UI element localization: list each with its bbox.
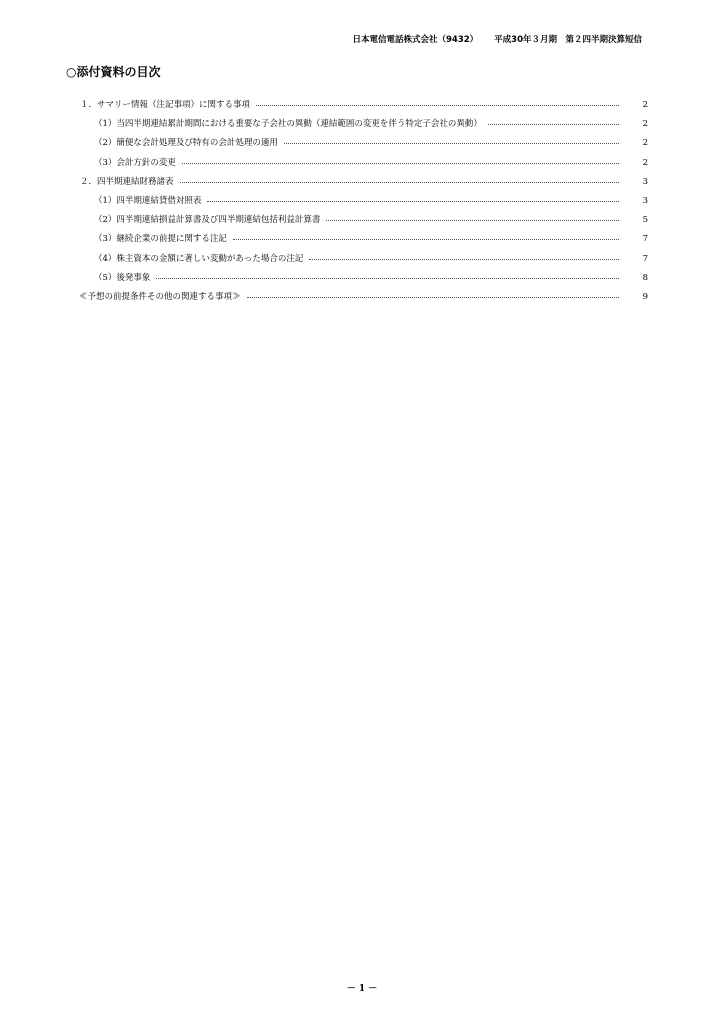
toc-entry-page: 2 bbox=[642, 138, 648, 149]
toc-entry-label: （2）四半期連結損益計算書及び四半期連結包括利益計算書 bbox=[94, 213, 324, 227]
toc-dot-leader bbox=[233, 239, 619, 240]
toc-entry[interactable] bbox=[0, 213, 724, 227]
header-period: 平成30年３月期 第２四半期決算短信 bbox=[494, 35, 642, 45]
toc-dot-leader bbox=[180, 182, 619, 183]
toc-entry-label: （3）会計方針の変更 bbox=[94, 156, 180, 170]
toc-dot-leader bbox=[284, 143, 619, 144]
toc-dot-leader bbox=[156, 278, 619, 279]
toc-dot-leader bbox=[207, 201, 619, 202]
toc-entry[interactable] bbox=[0, 156, 724, 170]
toc-entry[interactable] bbox=[0, 136, 724, 150]
toc-entry-page: 8 bbox=[642, 272, 648, 283]
toc-entry[interactable] bbox=[0, 290, 724, 304]
toc-entry[interactable] bbox=[0, 252, 724, 266]
header-company: 日本電信電話株式会社（9432） bbox=[352, 35, 479, 45]
toc-dot-leader bbox=[182, 163, 619, 164]
toc-dot-leader bbox=[488, 124, 619, 125]
toc-entry-page: 2 bbox=[642, 100, 648, 110]
toc-entry-label: １．サマリー情報（注記事項）に関する事項 bbox=[80, 98, 254, 112]
toc-entry-label: ≪予想の前提条件その他の関連する事項≫ bbox=[79, 290, 245, 304]
toc-entry-page: 3 bbox=[642, 176, 648, 187]
toc-entry[interactable] bbox=[0, 194, 724, 208]
toc-dot-leader bbox=[256, 105, 619, 106]
toc-dot-leader bbox=[309, 259, 619, 260]
toc-entry-page: 5 bbox=[642, 215, 648, 226]
toc-entry-page: 2 bbox=[642, 119, 648, 130]
toc-entry-page: 7 bbox=[642, 253, 648, 264]
toc-entry[interactable] bbox=[0, 271, 724, 285]
toc-entry-label: （2）簡便な会計処理及び特有の会計処理の適用 bbox=[94, 136, 282, 150]
toc-entry[interactable] bbox=[0, 175, 724, 189]
toc-entry[interactable] bbox=[0, 117, 724, 131]
toc-entry-label: （3）継続企業の前提に関する注記 bbox=[94, 232, 231, 246]
page-header bbox=[352, 33, 642, 45]
toc-entry[interactable] bbox=[0, 232, 724, 246]
toc-entry[interactable] bbox=[0, 98, 724, 112]
toc-dot-leader bbox=[326, 220, 619, 221]
toc-entry-label: （1）四半期連結貸借対照表 bbox=[94, 194, 205, 208]
toc-entry-label: （1）当四半期連結累計期間における重要な子会社の異動（連結範囲の変更を伴う特定子会社の異動） bbox=[94, 117, 486, 131]
page-number: － 1 － bbox=[346, 984, 378, 994]
toc-entry-label: （5）後発事象 bbox=[94, 271, 154, 285]
toc-entry-page: 9 bbox=[642, 292, 648, 302]
toc-dot-leader bbox=[247, 297, 619, 298]
toc-title: ○添付資料の目次 bbox=[66, 65, 161, 79]
toc-entry-label: （4）株主資本の金額に著しい変動があった場合の注記 bbox=[94, 252, 307, 266]
toc-entry-page: 7 bbox=[642, 234, 648, 245]
toc-entry-page: 3 bbox=[642, 196, 648, 206]
toc-entry-page: 2 bbox=[642, 157, 648, 168]
toc-entry-label: ２．四半期連結財務諸表 bbox=[80, 175, 178, 189]
